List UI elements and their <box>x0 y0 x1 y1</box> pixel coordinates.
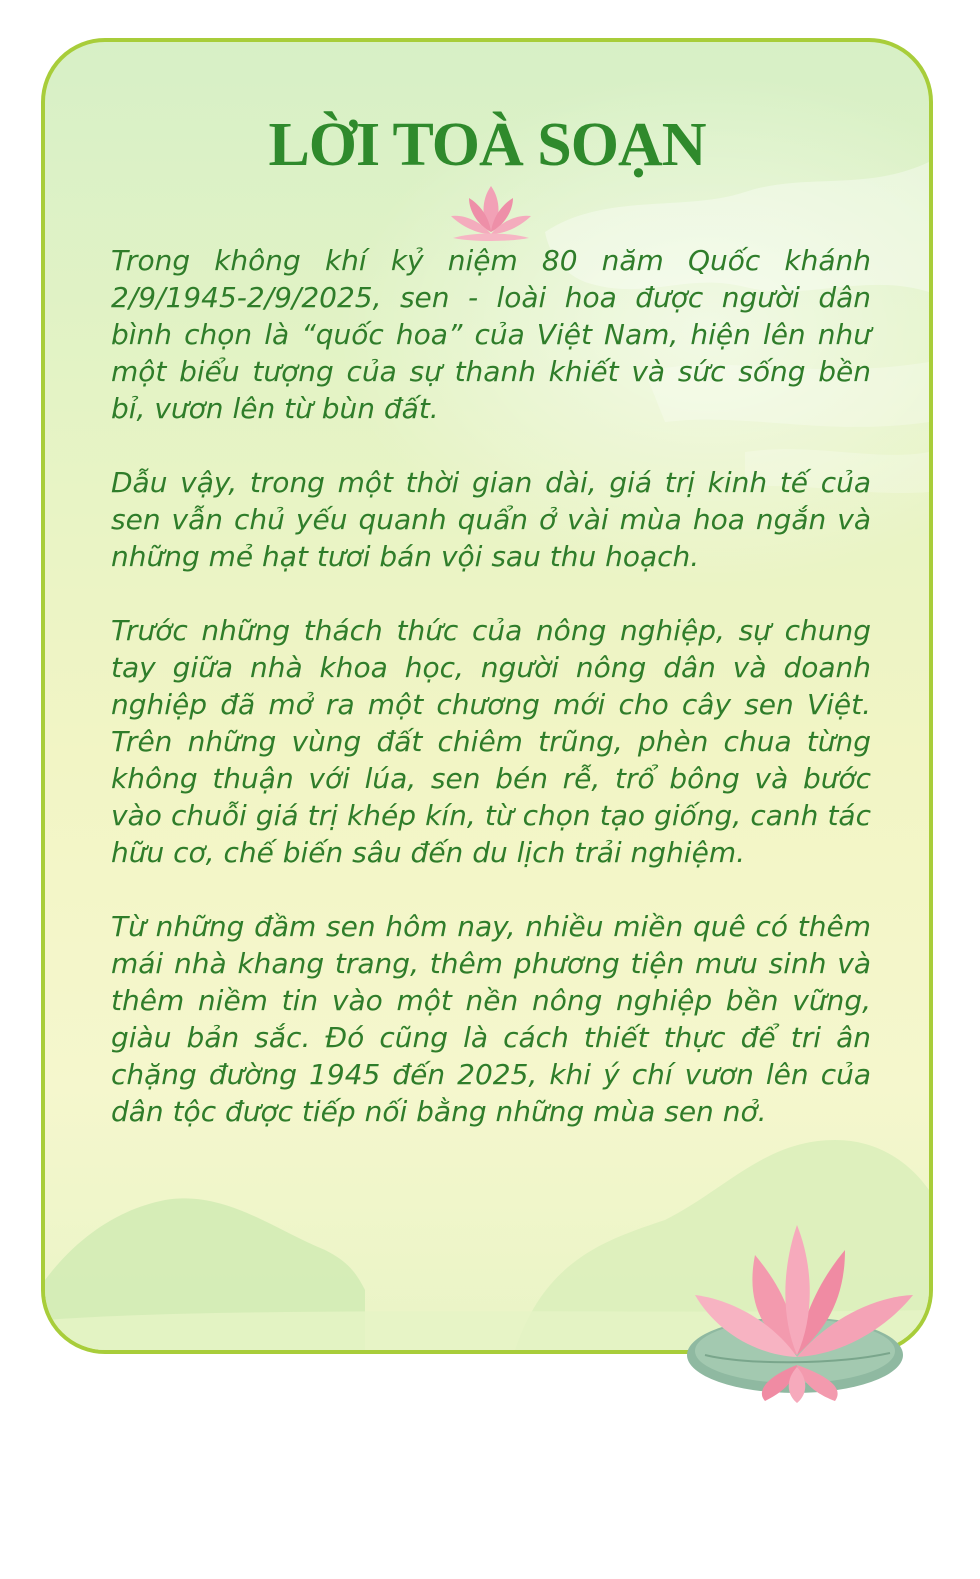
article-body <box>111 242 871 1167</box>
editorial-card <box>41 38 933 1354</box>
lotus-icon <box>443 182 539 248</box>
paragraph-4: Từ những đầm sen hôm nay, nhiều miền quê có thêm mái nhà khang trang, thêm phương tiện mưu sinh và thêm niềm tin vào một nền nông nghiệp bền vững, giàu bản sắc. Đó cũng là cách thiết thực để tri ân chặng đường 1945 đến 2025, khi ý chí vươn lên của dân tộc được tiếp nối bằng những mùa sen nở. <box>111 910 871 1128</box>
paragraph-1: Trong không khí kỷ niệm 80 năm Quốc khánh 2/9/1945-2/9/2025, sen - loài hoa được người dân bình chọn là “quốc hoa” của Việt Nam, hiện lên như một biểu tượng của sự thanh khiết và sức sống bền bỉ, vươn lên từ bùn đất. <box>111 244 871 425</box>
paragraph-2: Dẫu vậy, trong một thời gian dài, giá trị kinh tế của sen vẫn chủ yếu quanh quẩn ở vài mùa hoa ngắn và những mẻ hạt tươi bán vội sau thu hoạch. <box>111 466 871 573</box>
page-title: LỜI TOÀ SOẠN <box>268 111 706 179</box>
lotus-illustration <box>685 1215 925 1405</box>
paragraph-3: Trước những thách thức của nông nghiệp, sự chung tay giữa nhà khoa học, người nông dân và doanh nghiệp đã mở ra một chương mới cho cây sen Việt. Trên những vùng đất chiêm trũng, phèn chua từng không thuận với lúa, sen bén rễ, trổ bông và bước vào chuỗi giá trị khép kín, từ chọn tạo giống, canh tác hữu cơ, chế biến sâu đến du lịch trải nghiệm. <box>111 614 871 869</box>
